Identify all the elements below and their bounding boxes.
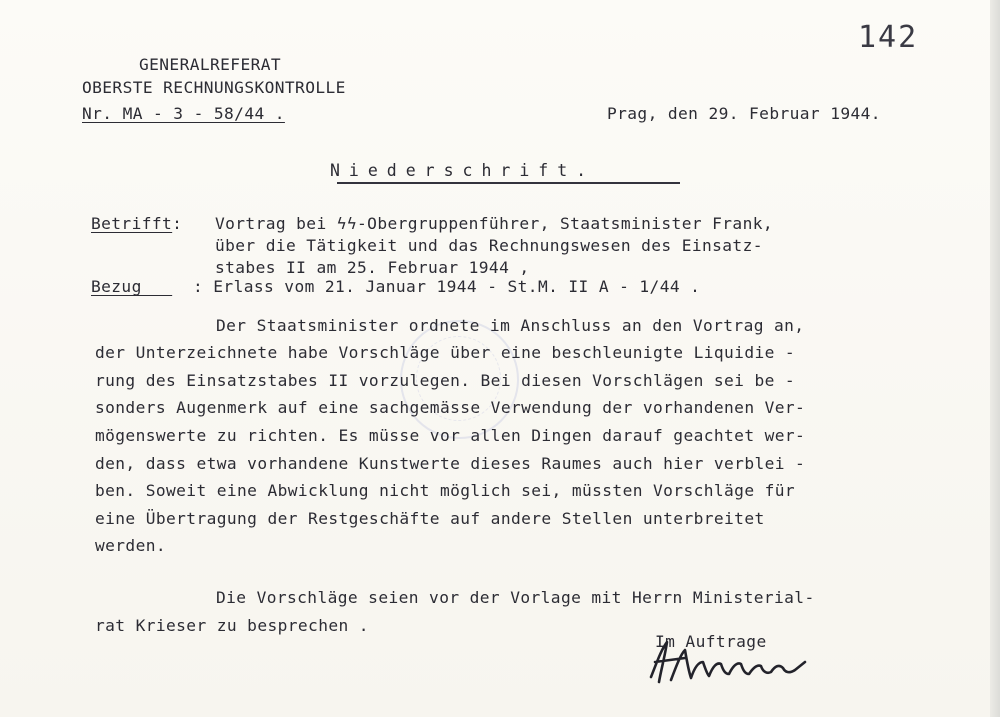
body-line-9: werden. [95,536,167,555]
subject-label: Betrifft [91,214,173,233]
body-line-2: der Unterzeichnete habe Vorschläge über eine beschleunigte Liquidie - [95,343,796,362]
title-underline [337,182,680,184]
body-line-1: Der Staatsminister ordnete im Anschluss an den Vortrag an, [216,316,805,335]
body-line-3: rung des Einsatzstabes II vorzulegen. Bei diesen Vorschlägen sei be - [95,371,796,390]
page-number: 142 [858,20,919,55]
handwritten-signature [645,632,815,692]
body-line-4: sonders Augenmerk auf eine sachgemässe Verwendung der vorhandenen Ver- [95,398,806,417]
reference-label-row [91,279,172,295]
closing-text: Im Auftrage [655,632,767,651]
body-line-7: ben. Soweit eine Abwicklung nicht möglich sei, müssten Vorschläge für [95,481,796,500]
body-line-5: mögenswerte zu richten. Es müsse vor allen Dingen darauf geachtet wer- [95,426,806,445]
body-line-10: Die Vorschläge seien vor der Vorlage mit Herrn Ministerial- [216,588,815,607]
body-line-8: eine Übertragung der Restgeschäfte auf andere Stellen unterbreitet [95,509,765,528]
org-line-2: OBERSTE RECHNUNGSKONTROLLE [82,78,346,97]
subject-line-1: Vortrag bei ϟϟ-Obergruppenführer, Staatsminister Frank, [215,214,774,233]
document-title: Niederschrift. [330,161,596,180]
body-line-11: rat Krieser zu besprechen . [95,616,369,635]
subject-label-row [91,216,182,232]
place-date: Prag, den 29. Februar 1944. [607,104,881,123]
reference-number: Nr. MA - 3 - 58/44 . [82,104,285,123]
subject-line-3: stabes II am 25. Februar 1944 , [215,258,530,277]
subject-colon: : [172,214,183,233]
subject-line-2: über die Tätigkeit und das Rechnungswesen des Einsatz- [215,236,763,255]
org-line-1: GENERALREFERAT [139,55,282,74]
reference-label: Bezug [91,277,173,296]
reference-text: : Erlass vom 21. Januar 1944 - St.M. II A - 1/44 . [193,277,701,296]
body-line-6: den, dass etwa vorhandene Kunstwerte dieses Raumes auch hier verblei - [95,454,806,473]
page-edge [990,0,1000,717]
